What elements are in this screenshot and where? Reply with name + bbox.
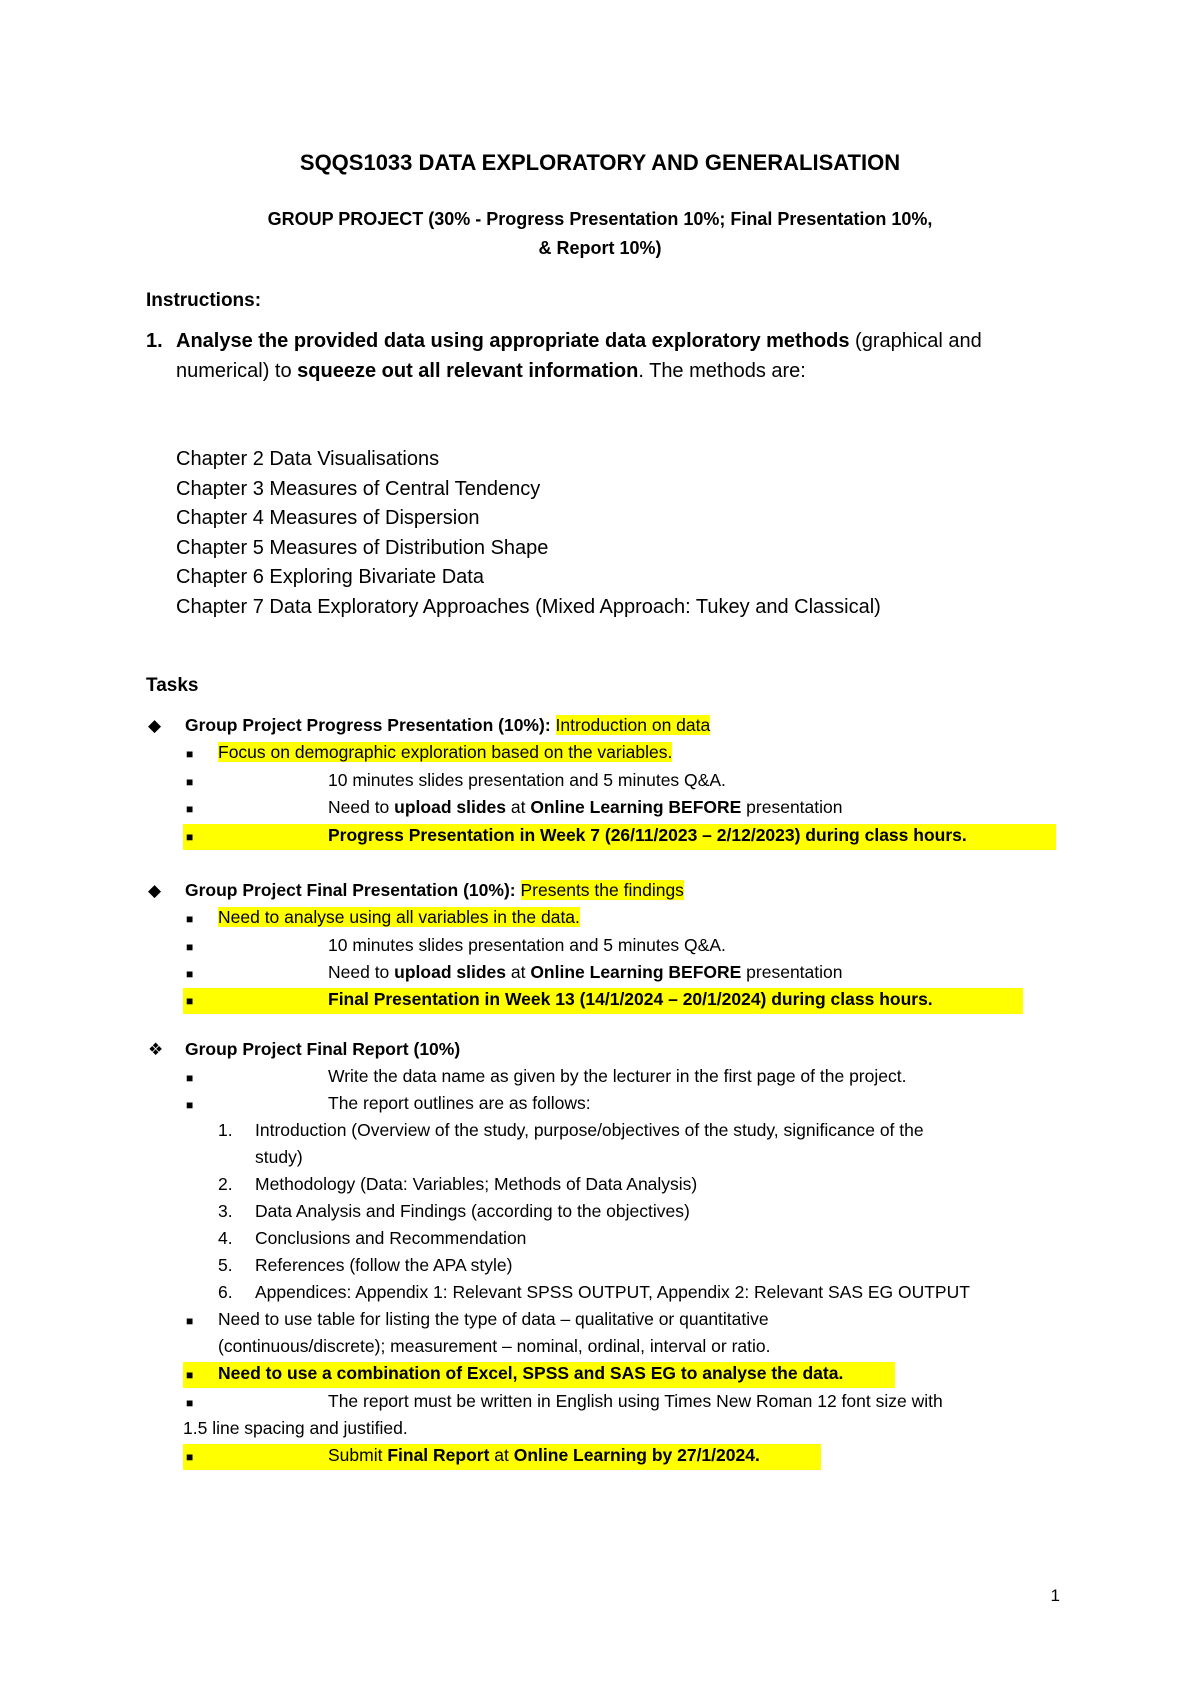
square-bullet-icon: ■ — [186, 912, 194, 926]
task-title: Group Project Final Report (10%) — [185, 1039, 461, 1059]
list-item: 10 minutes slides presentation and 5 minutes Q&A. — [328, 935, 726, 955]
outline-number: 4. — [218, 1228, 233, 1248]
document-title: SQQS1033 DATA EXPLORATORY AND GENERALISATION — [299, 150, 901, 175]
list-item: The report must be written in English using Times New Roman 12 font size with — [328, 1391, 943, 1411]
list-item-text: Submit — [328, 1445, 388, 1465]
instruction-text — [176, 326, 1046, 386]
square-bullet-icon: ■ — [186, 1368, 194, 1382]
list-item: The report outlines are as follows: — [328, 1093, 591, 1113]
chapter-item: Chapter 2 Data Visualisations — [176, 448, 440, 470]
square-bullet-icon: ■ — [186, 940, 194, 954]
outline-item: Conclusions and Recommendation — [255, 1228, 527, 1248]
list-item — [328, 962, 843, 983]
list-item-text: at — [505, 797, 531, 817]
outline-item: Introduction (Overview of the study, purpose/objectives of the study, significance of the — [255, 1120, 924, 1140]
square-bullet-icon: ■ — [186, 967, 194, 981]
outline-item-continued: study) — [255, 1147, 303, 1167]
list-item: Final Presentation in Week 13 (14/1/2024 – 20/1/2024) during class hours. — [328, 989, 933, 1009]
list-item-bold: Online Learning BEFORE — [530, 962, 742, 982]
outline-number: 6. — [218, 1282, 233, 1302]
list-item-text: at — [505, 962, 531, 982]
task-highlight: Introduction on data — [555, 715, 711, 735]
list-item-text: Need to — [328, 797, 395, 817]
instruction-text-3: . The methods are: — [638, 360, 806, 382]
subtitle-line-1: GROUP PROJECT (30% - Progress Presentation 10%; Final Presentation 10%, — [267, 209, 933, 229]
list-item-bold: upload slides — [394, 797, 506, 817]
square-bullet-icon: ■ — [186, 830, 194, 844]
list-item-continued: (continuous/discrete); measurement – nominal, ordinal, interval or ratio. — [218, 1336, 771, 1356]
instructions-heading: Instructions: — [146, 290, 262, 311]
list-item-bold: upload slides — [394, 962, 506, 982]
list-item-text: presentation — [741, 962, 843, 982]
list-item-bold: Online Learning by 27/1/2024. — [513, 1445, 760, 1465]
instruction-1 — [146, 326, 1046, 386]
list-item-bold: Final Report — [387, 1445, 490, 1465]
list-item: 10 minutes slides presentation and 5 minutes Q&A. — [328, 770, 726, 790]
subtitle-line-2: & Report 10%) — [538, 238, 662, 258]
list-item-text: Need to — [328, 962, 395, 982]
task-final-presentation — [148, 880, 684, 901]
list-item-text: presentation — [741, 797, 843, 817]
list-item-continued: 1.5 line spacing and justified. — [183, 1418, 408, 1438]
list-item — [328, 1445, 760, 1466]
square-bullet-icon: ■ — [186, 775, 194, 789]
tasks-heading: Tasks — [146, 675, 199, 696]
chapter-item: Chapter 3 Measures of Central Tendency — [176, 477, 541, 500]
list-item — [218, 742, 672, 763]
square-bullet-icon: ■ — [186, 1098, 194, 1112]
outline-number: 1. — [218, 1120, 233, 1140]
outline-item: Appendices: Appendix 1: Relevant SPSS OUTPUT, Appendix 2: Relevant SAS EG OUTPUT — [255, 1282, 970, 1302]
task-final-report — [148, 1039, 460, 1060]
square-bullet-icon: ■ — [186, 1071, 194, 1085]
list-item — [218, 907, 580, 928]
outline-number: 2. — [218, 1174, 233, 1194]
outline-item: Data Analysis and Findings (according to the objectives) — [255, 1201, 690, 1221]
instruction-bold-1: Analyse the provided data using appropriate data exploratory methods — [176, 330, 850, 352]
square-bullet-icon: ■ — [186, 994, 194, 1008]
list-item-text: at — [489, 1445, 514, 1465]
instruction-bold-2: squeeze out all relevant information — [297, 360, 639, 382]
chapter-item: Chapter 5 Measures of Distribution Shape — [176, 536, 549, 559]
chapter-item: Chapter 4 Measures of Dispersion — [176, 507, 480, 529]
chapter-list — [176, 445, 881, 622]
task-highlight: Presents the findings — [520, 880, 684, 900]
list-item: Need to use table for listing the type of data – qualitative or quantitative — [218, 1309, 769, 1329]
diamond-icon: ◆ — [148, 716, 162, 735]
square-bullet-icon: ■ — [186, 1450, 194, 1464]
task-title: Group Project Progress Presentation (10%): — [185, 715, 551, 735]
square-bullet-icon: ■ — [186, 802, 194, 816]
list-item-bold: Online Learning BEFORE — [530, 797, 742, 817]
square-bullet-icon: ■ — [186, 1314, 194, 1328]
square-bullet-icon: ■ — [186, 747, 194, 761]
list-item-text: Focus on demographic exploration based on the variables. — [218, 742, 673, 762]
outline-number: 3. — [218, 1201, 233, 1221]
page-number: 1 — [1050, 1586, 1060, 1605]
diamond-outline-icon: ❖ — [148, 1040, 164, 1059]
chapter-item: Chapter 7 Data Exploratory Approaches (Mixed Approach: Tukey and Classical) — [176, 595, 881, 618]
instruction-text-2: (graphical and numerical) to — [176, 330, 982, 382]
list-item-text: Need to analyse using all variables in the data. — [218, 907, 580, 927]
diamond-icon: ◆ — [148, 881, 162, 900]
task-progress-presentation — [148, 715, 710, 736]
task-title: Group Project Final Presentation (10%): — [185, 880, 516, 900]
instruction-number: 1. — [146, 330, 163, 352]
outline-item: References (follow the APA style) — [255, 1255, 513, 1275]
square-bullet-icon: ■ — [186, 1396, 194, 1410]
list-item: Progress Presentation in Week 7 (26/11/2023 – 2/12/2023) during class hours. — [328, 825, 967, 845]
chapter-item: Chapter 6 Exploring Bivariate Data — [176, 566, 484, 588]
list-item — [328, 797, 843, 818]
outline-item: Methodology (Data: Variables; Methods of Data Analysis) — [255, 1174, 698, 1194]
outline-number: 5. — [218, 1255, 233, 1275]
list-item: Write the data name as given by the lecturer in the first page of the project. — [328, 1066, 907, 1086]
document-subtitle — [0, 205, 1200, 263]
list-item: Need to use a combination of Excel, SPSS and SAS EG to analyse the data. — [218, 1363, 844, 1383]
